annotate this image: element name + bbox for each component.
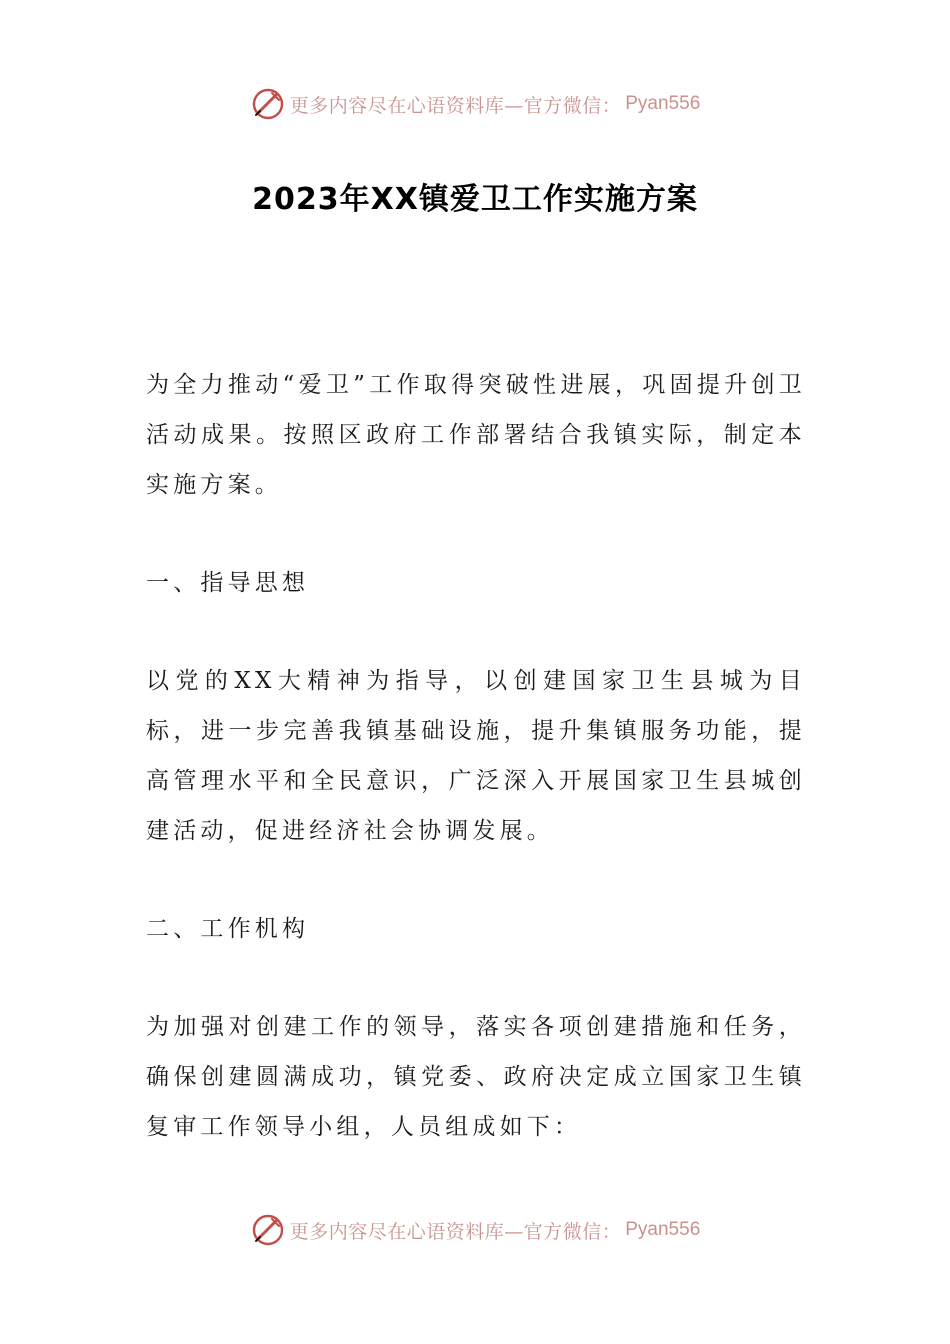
pen-circle-logo-icon [250, 86, 286, 122]
watermark-wechat-id: Pyan556 [625, 1219, 701, 1240]
footer-watermark [0, 1210, 950, 1250]
pen-circle-logo-icon [250, 1212, 286, 1248]
watermark-text: 更多内容尽在心语资料库—官方微信： [289, 94, 622, 117]
watermark-text: 更多内容尽在心语资料库—官方微信： [289, 1220, 622, 1243]
header-watermark [0, 84, 950, 124]
intro-paragraph: 为全力推动“爱卫”工作取得突破性进展，巩固提升创卫活动成果。按照区政府工作部署结合我镇实际，制定本实施方案。 [146, 372, 806, 498]
section-heading-guiding-ideology: 一、指导思想 [146, 570, 310, 596]
document-body [146, 360, 806, 1152]
document-title: 2023年XX镇爱卫工作实施方案 [252, 182, 698, 217]
section-heading-work-organization: 二、工作机构 [146, 916, 310, 942]
watermark-wechat-id: Pyan556 [625, 93, 701, 114]
guiding-ideology-paragraph: 以党的XX大精神为指导，以创建国家卫生县城为目标，进一步完善我镇基础设施，提升集镇服务功能，提高管理水平和全民意识，广泛深入开展国家卫生县城创建活动，促进经济社会协调发展。 [146, 668, 806, 844]
work-organization-paragraph: 为加强对创建工作的领导，落实各项创建措施和任务，确保创建圆满成功，镇党委、政府决定成立国家卫生镇复审工作领导小组，人员组成如下： [146, 1014, 806, 1140]
